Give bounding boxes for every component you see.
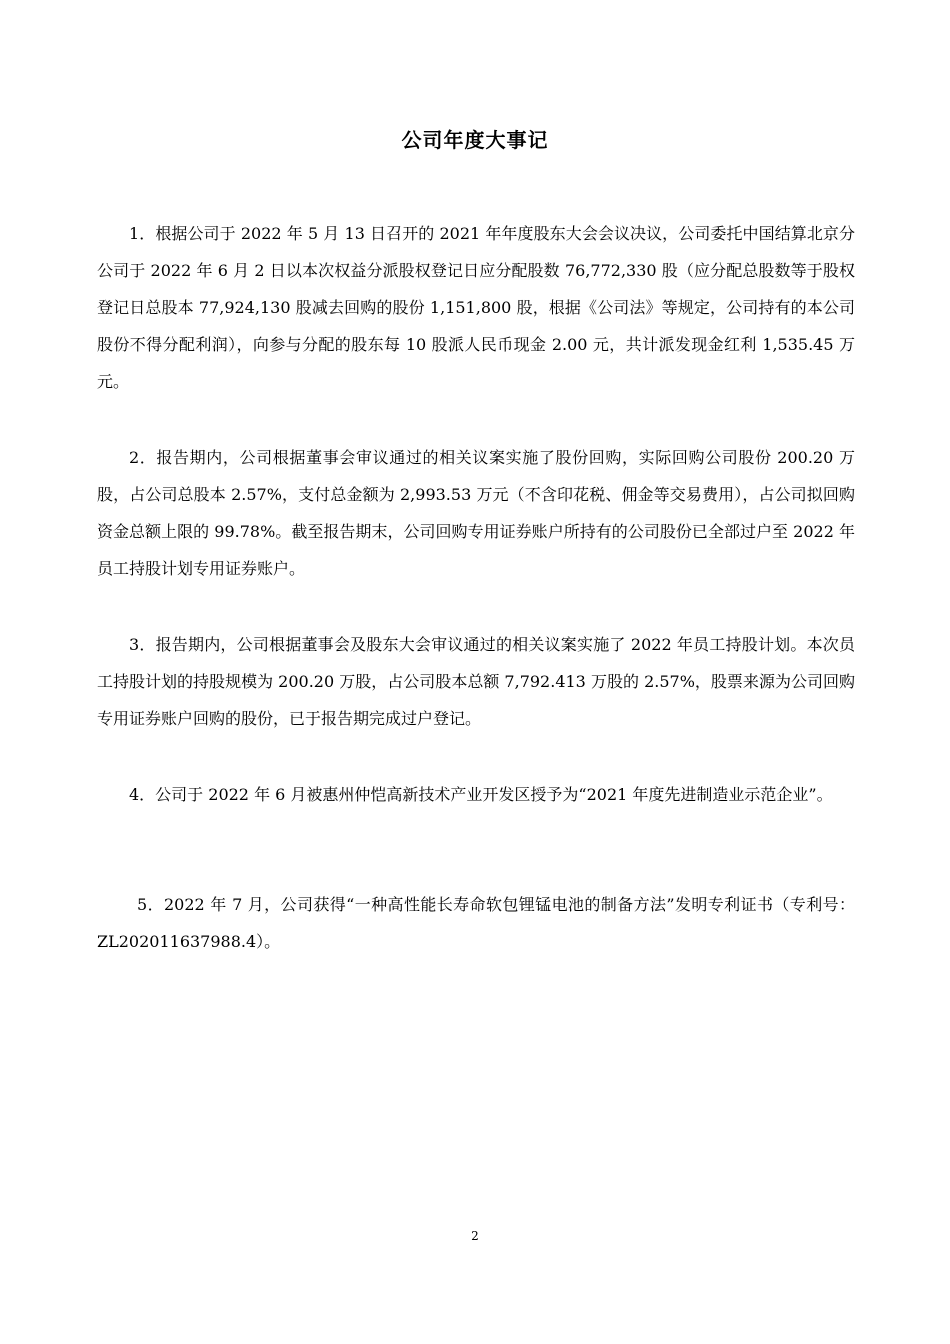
event-paragraph-4: 4．公司于 2022 年 6 月被惠州仲恺高新技术产业开发区授予为“2021 年度先进制造业示范企业”。 [129,785,833,804]
event-paragraph-2: 2．报告期内，公司根据董事会审议通过的相关议案实施了股份回购，实际回购公司股份 200.20 万股，占公司总股本 2.57%，支付总金额为 2,993.53 万元（不含印花税、佣金等交易费用），占公司拟回购资金总额上限的 99.78%。截至报告期末，公司回购专用证券账户所持有的公司股份已全部过户至 2022 年员工持股计划专用证券账户。 [97,448,855,578]
event-paragraph-5: 5．2022 年 7 月，公司获得“一种高性能长寿命软包锂锰电池的制备方法”发明专利证书（专利号：ZL202011637988.4）。 [97,895,855,951]
page-title: 公司年度大事记 [401,128,549,152]
event-paragraph-1: 1．根据公司于 2022 年 5 月 13 日召开的 2021 年年度股东大会会议决议，公司委托中国结算北京分公司于 2022 年 6 月 2 日以本次权益分派股权登记日应分配股数 76,772,330 股（应分配总股数等于股权登记日总股本 77,924,130 股减去回购的股份 1,151,800 股，根据《公司法》等规定，公司持有的本公司股份不得分配利润），向参与分配的股东每 10 股派人民币现金 2.00 元，共计派发现金红利 1,535.45 万元。 [97,224,855,391]
page-number: 2 [471,1229,479,1243]
event-paragraph-3: 3．报告期内，公司根据董事会及股东大会审议通过的相关议案实施了 2022 年员工持股计划。本次员工持股计划的持股规模为 200.20 万股，占公司股本总额 7,792.413 万股的 2.57%，股票来源为公司回购专用证券账户回购的股份，已于报告期完成过户登记。 [97,635,855,728]
